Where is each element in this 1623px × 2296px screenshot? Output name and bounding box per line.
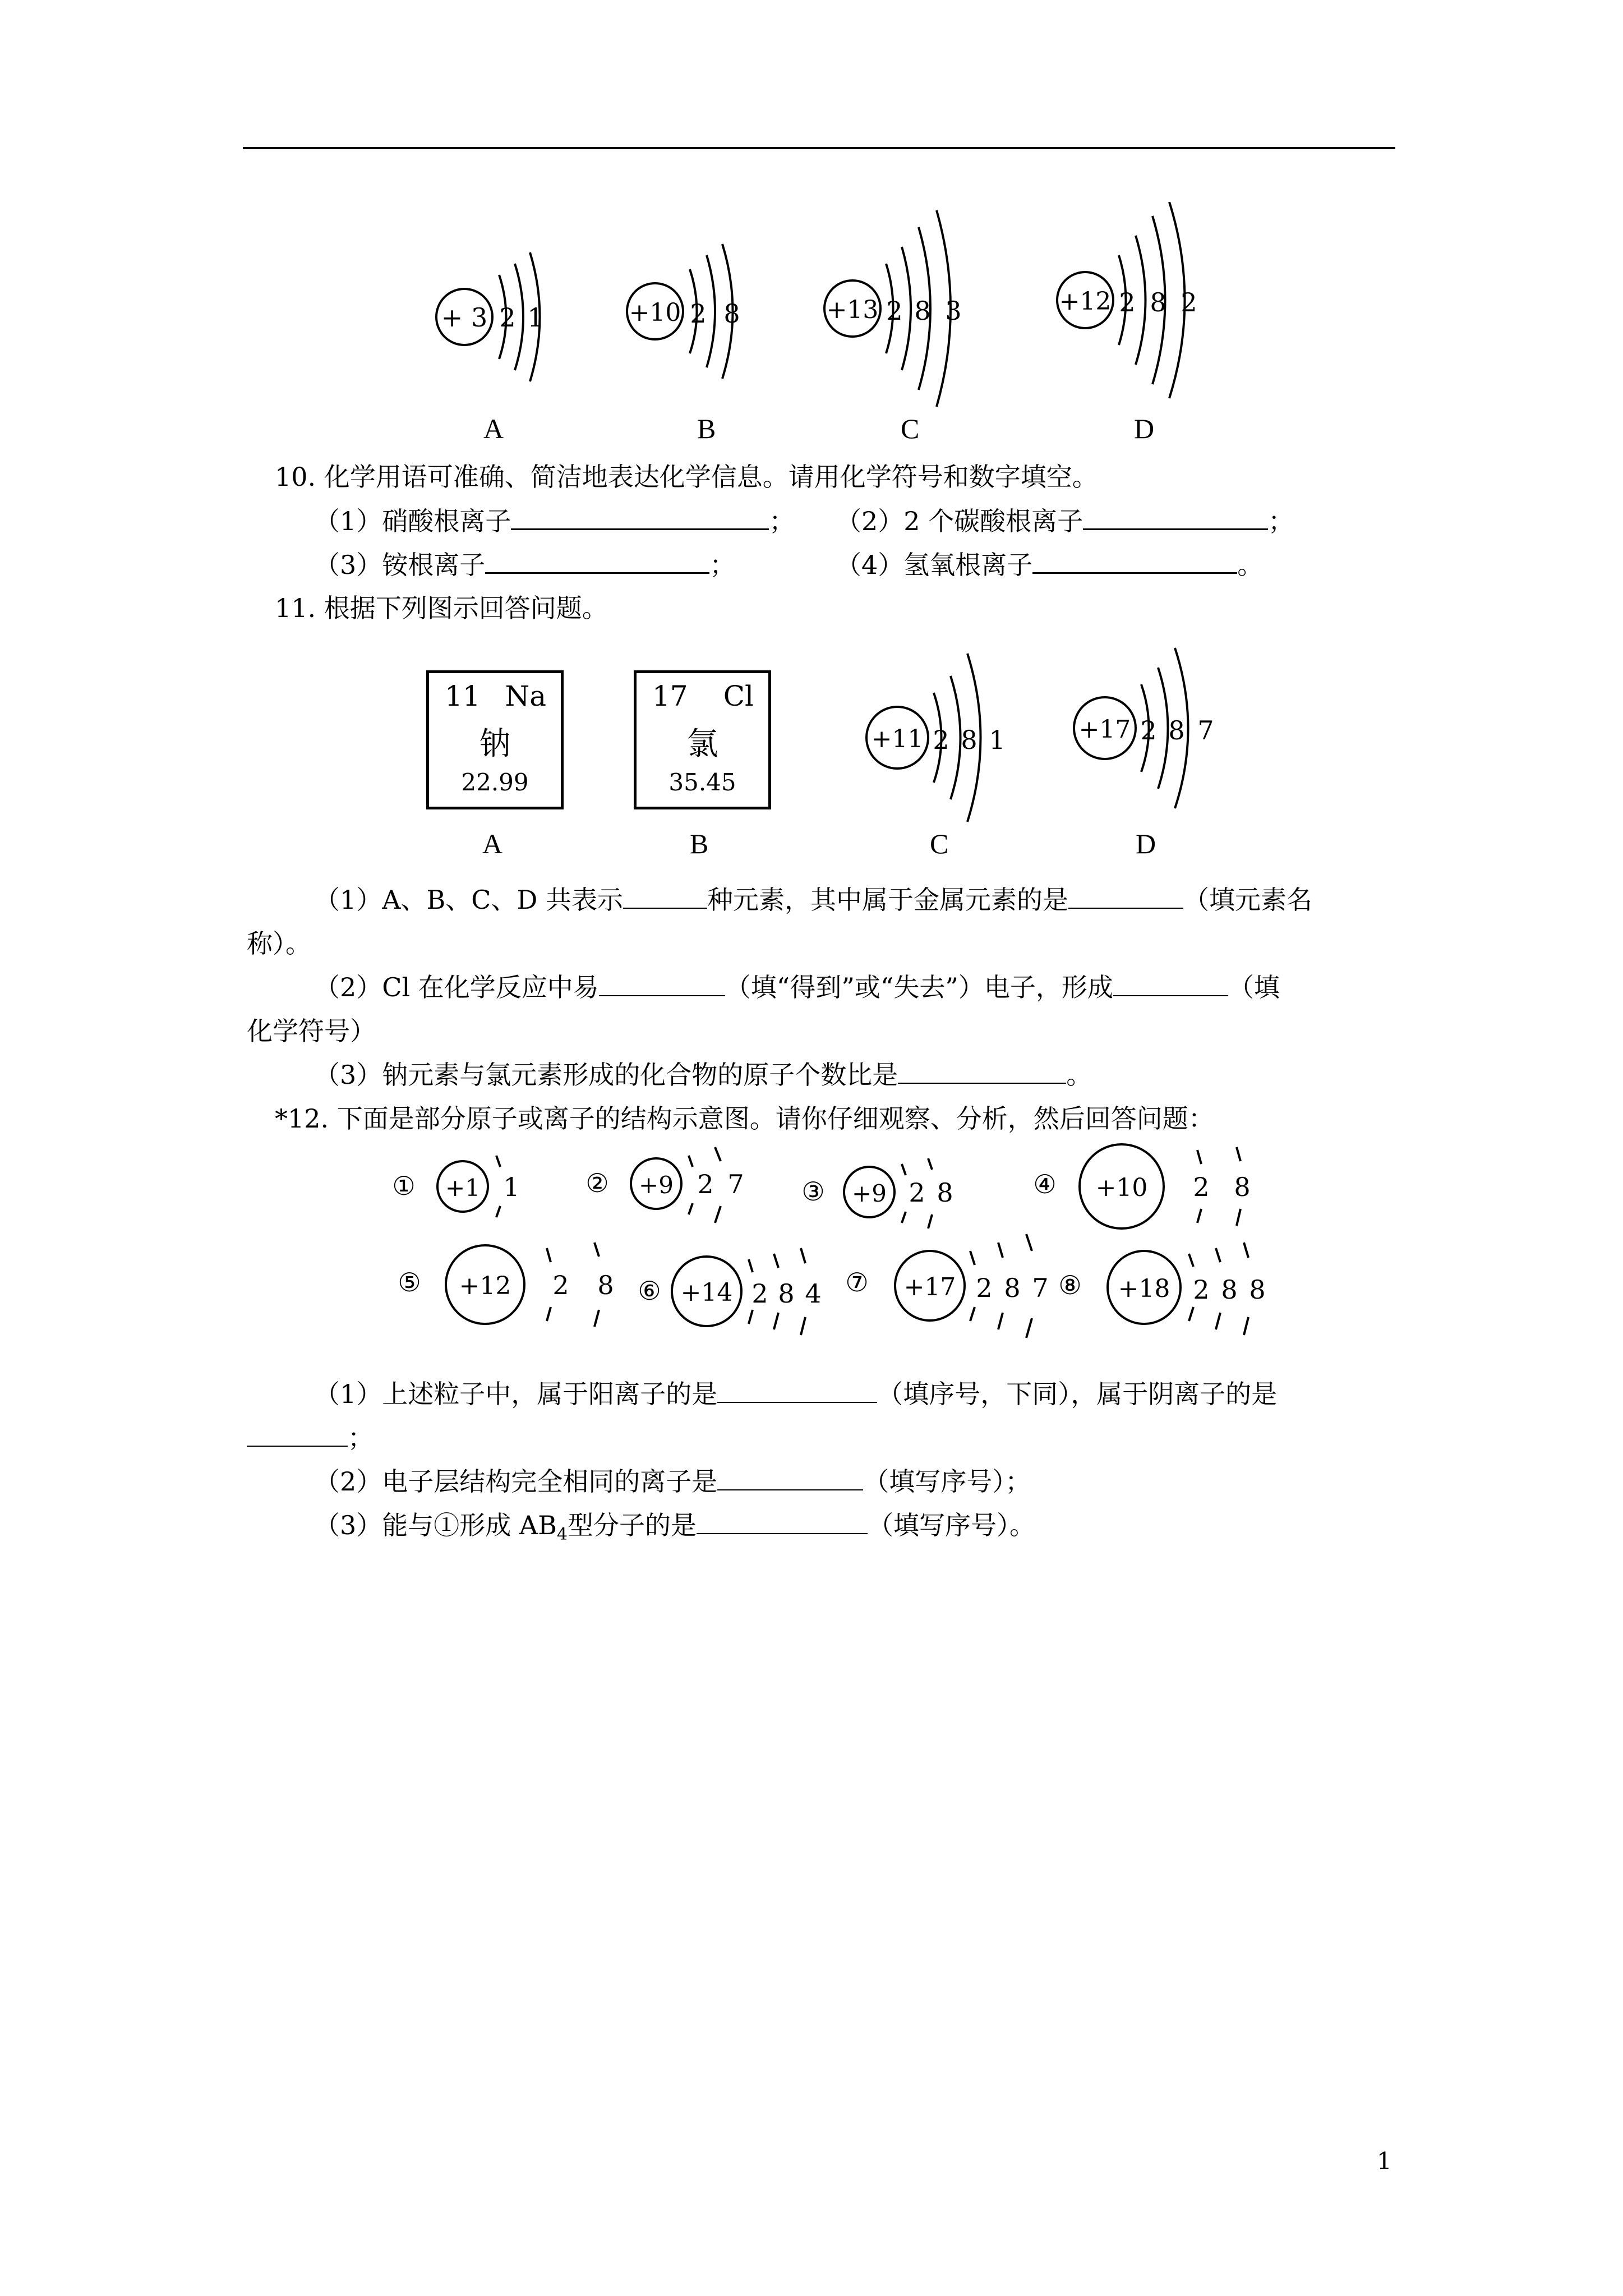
sodium-mass: 22.99 bbox=[461, 769, 529, 796]
q9-atom-b-shell-1: 2 bbox=[690, 298, 707, 329]
q12-p1-cont bbox=[247, 1421, 374, 1455]
q10-row-1 bbox=[314, 504, 795, 538]
q9-atom-d-charge: +12 bbox=[1059, 287, 1112, 316]
q12-p2-charge: +9 bbox=[639, 1171, 674, 1199]
q12-p5-charge: +12 bbox=[459, 1272, 511, 1300]
q12-p5-shell-2: 8 bbox=[597, 1270, 614, 1300]
q11-p1-cont: 称）。 bbox=[247, 928, 311, 959]
q12-p3-b: 型分子的是 bbox=[568, 1510, 697, 1540]
q12-p5-shell-1: 2 bbox=[552, 1270, 569, 1300]
q11-label-d: D bbox=[1136, 828, 1156, 859]
q11-atom-d-shell-1: 2 bbox=[1140, 715, 1157, 746]
q12-p1-b: （填序号，下同），属于阴离子的是 bbox=[877, 1379, 1278, 1409]
q12-p7-charge: +17 bbox=[903, 1273, 956, 1301]
q12-p1-c: ； bbox=[348, 1423, 374, 1453]
q12-p8-shell-1: 2 bbox=[1193, 1274, 1210, 1305]
q11-atom-diagram bbox=[841, 645, 1234, 825]
q9-atom-d-shell-1: 2 bbox=[1119, 287, 1136, 318]
q10-blank-1[interactable] bbox=[511, 504, 769, 530]
q12-p3-charge: +9 bbox=[852, 1180, 887, 1207]
q11-label-b: B bbox=[690, 828, 709, 859]
q9-label-b: B bbox=[697, 413, 716, 444]
q12-p3 bbox=[314, 1508, 1035, 1552]
q11-label-c: C bbox=[930, 828, 949, 859]
q10-blank-4[interactable] bbox=[1032, 547, 1237, 574]
q12-p7-shell-2: 8 bbox=[1004, 1273, 1021, 1303]
q11-p2-cont: 化学符号） bbox=[247, 1016, 376, 1046]
q10-item-1-end: ； bbox=[769, 506, 795, 536]
q12-mark-3: ③ bbox=[801, 1176, 825, 1207]
q12-p2-shell-1: 2 bbox=[697, 1169, 714, 1199]
q11-atom-c bbox=[866, 654, 1006, 822]
chlorine-name: 氯 bbox=[686, 726, 718, 762]
q9-atom-a bbox=[436, 252, 544, 381]
q9-atom-diagram bbox=[415, 202, 1256, 449]
q12-p7-shell-1: 2 bbox=[976, 1273, 993, 1303]
q12-p2-b: （填写序号）； bbox=[863, 1466, 1031, 1497]
q9-atom-d-shell-3: 2 bbox=[1181, 287, 1197, 318]
q9-atom-d bbox=[1057, 202, 1197, 398]
q12-p8-shell-3: 8 bbox=[1249, 1274, 1266, 1305]
chlorine-mass: 35.45 bbox=[668, 769, 736, 796]
q12-p4-charge: +10 bbox=[1095, 1174, 1148, 1202]
q11-p2-b: （填“得到”或“失去”）电子，形成 bbox=[725, 972, 1113, 1002]
q12-p1-a: （1）上述粒子中，属于阳离子的是 bbox=[314, 1379, 718, 1409]
q11-p3-b: 。 bbox=[1066, 1060, 1092, 1090]
q12-p3-shell-2: 8 bbox=[937, 1177, 953, 1208]
q11-label-a: A bbox=[482, 828, 503, 859]
q9-atom-a-shell-1: 2 bbox=[499, 302, 516, 333]
q11-atom-c-shell-3: 1 bbox=[989, 725, 1006, 755]
q12-blank-same-structure[interactable] bbox=[717, 1465, 863, 1490]
q12-blank-cations[interactable] bbox=[717, 1377, 877, 1403]
q12-p1 bbox=[314, 1377, 1277, 1411]
sodium-name: 钠 bbox=[479, 726, 511, 762]
q12-mark-2: ② bbox=[585, 1168, 609, 1198]
sodium-symbol: Na bbox=[505, 680, 546, 712]
q12-p1-charge: +1 bbox=[445, 1174, 480, 1202]
q11-blank-ratio[interactable] bbox=[898, 1058, 1066, 1084]
q12-mark-4: ④ bbox=[1033, 1169, 1057, 1199]
q9-atom-b bbox=[627, 244, 740, 379]
q11-blank-metal-name[interactable] bbox=[1068, 883, 1183, 909]
q12-mark-1: ① bbox=[392, 1171, 416, 1201]
q10-item-4-end: 。 bbox=[1237, 550, 1264, 580]
q12-p4-shell-1: 2 bbox=[1193, 1172, 1210, 1202]
q11-atom-c-shell-1: 2 bbox=[933, 725, 949, 755]
q10-row-3 bbox=[314, 547, 735, 582]
q11-p1-b: 种元素，其中属于金属元素的是 bbox=[707, 885, 1068, 915]
q12-mark-8: ⑧ bbox=[1058, 1270, 1082, 1300]
sodium-atomic-number: 11 bbox=[445, 680, 481, 712]
q9-atom-d-shell-2: 8 bbox=[1150, 287, 1166, 318]
q9-atom-b-charge: +10 bbox=[629, 298, 681, 327]
q12-mark-5: ⑤ bbox=[398, 1267, 421, 1297]
q9-label-a: A bbox=[483, 413, 504, 444]
q10-blank-3[interactable] bbox=[485, 547, 709, 574]
chlorine-symbol: Cl bbox=[723, 680, 754, 712]
q11-atom-d-shell-3: 7 bbox=[1197, 715, 1214, 746]
q12-row-2 bbox=[398, 1234, 1265, 1338]
q10-row-2 bbox=[836, 504, 1294, 538]
q12-p8-shell-2: 8 bbox=[1221, 1274, 1238, 1305]
q11-p3-a: （3）钠元素与氯元素形成的化合物的原子个数比是 bbox=[314, 1060, 898, 1090]
q12-p8-charge: +18 bbox=[1118, 1274, 1170, 1303]
q11-atom-c-charge: +11 bbox=[871, 725, 924, 753]
q12-p6-shell-2: 8 bbox=[778, 1278, 795, 1309]
q9-atom-a-shell-2: 1 bbox=[527, 302, 544, 333]
q12-p2-shell-2: 7 bbox=[727, 1169, 744, 1199]
q9-atom-c-charge: +13 bbox=[826, 296, 879, 324]
q11-p1 bbox=[314, 883, 1312, 917]
q9-atom-c-shell-2: 8 bbox=[914, 296, 931, 326]
q10-stem: 10. 化学用语可准确、简洁地表达化学信息。请用化学符号和数字填空。 bbox=[275, 462, 1098, 492]
q9-atom-b-shell-2: 8 bbox=[723, 298, 740, 329]
q12-p3-subscript: 4 bbox=[556, 1525, 568, 1545]
q9-atom-c-shell-1: 2 bbox=[886, 296, 903, 326]
q10-item-3: （3）铵根离子 bbox=[314, 550, 486, 580]
chlorine-atomic-number: 17 bbox=[652, 680, 688, 712]
q12-p2-a: （2）电子层结构完全相同的离子是 bbox=[314, 1466, 718, 1497]
q12-blank-anions[interactable] bbox=[247, 1421, 348, 1447]
q12-p6-shell-1: 2 bbox=[751, 1278, 768, 1309]
q11-blank-element-count[interactable] bbox=[623, 883, 707, 909]
q10-item-1: （1）硝酸根离子 bbox=[314, 506, 511, 536]
q10-item-2-end: ； bbox=[1268, 506, 1294, 536]
q10-item-4: （4）氢氧根离子 bbox=[836, 550, 1033, 580]
q11-atom-d bbox=[1074, 648, 1214, 808]
element-card-chlorine bbox=[634, 670, 771, 809]
q11-blank-ion-symbol[interactable] bbox=[1113, 970, 1228, 996]
q12-p3-c: （填写序号）。 bbox=[868, 1510, 1036, 1540]
element-card-sodium bbox=[426, 670, 564, 809]
q12-blank-ab4[interactable] bbox=[697, 1508, 868, 1534]
q12-row-1 bbox=[392, 1144, 1250, 1228]
q11-p3 bbox=[314, 1058, 1092, 1092]
q12-mark-7: ⑦ bbox=[845, 1267, 869, 1297]
q11-atom-c-shell-2: 8 bbox=[961, 725, 978, 755]
q12-particle-diagram bbox=[381, 1139, 1290, 1352]
q12-p2 bbox=[314, 1465, 1031, 1498]
q12-p1-shell-1: 1 bbox=[503, 1172, 520, 1202]
q11-stem: 11. 根据下列图示回答问题。 bbox=[275, 593, 608, 623]
q11-p1-c: （填元素名 bbox=[1183, 885, 1312, 915]
q11-atom-d-charge: +17 bbox=[1078, 715, 1131, 744]
q12-stem: *12. 下面是部分原子或离子的结构示意图。请你仔细观察、分析，然后回答问题： bbox=[275, 1103, 1214, 1134]
q12-p4-shell-2: 8 bbox=[1234, 1172, 1251, 1202]
q11-p2 bbox=[314, 970, 1280, 1004]
q10-item-2: （2）2 个碳酸根离子 bbox=[836, 506, 1083, 536]
q12-p7-shell-3: 7 bbox=[1032, 1273, 1049, 1303]
q11-p2-a: （2）Cl 在化学反应中易 bbox=[314, 972, 599, 1002]
q11-blank-gain-lose[interactable] bbox=[599, 970, 725, 996]
q12-mark-6: ⑥ bbox=[638, 1276, 661, 1306]
q10-item-3-end: ； bbox=[709, 550, 736, 580]
q11-atom-d-shell-2: 8 bbox=[1168, 715, 1185, 746]
page-number: 1 bbox=[1377, 2147, 1392, 2175]
q12-p3-a: （3）能与①形成 AB bbox=[314, 1510, 557, 1540]
header-rule bbox=[243, 147, 1395, 149]
q9-label-c: C bbox=[901, 413, 920, 444]
q12-p6-charge: +14 bbox=[680, 1278, 733, 1307]
q9-label-d: D bbox=[1134, 413, 1155, 444]
q10-row-4 bbox=[836, 547, 1263, 582]
q12-p6-shell-3: 4 bbox=[805, 1278, 822, 1309]
q11-p1-a: （1）A、B、C、D 共表示 bbox=[314, 885, 623, 915]
q10-blank-2[interactable] bbox=[1083, 504, 1268, 530]
q9-atom-a-charge: + 3 bbox=[441, 302, 488, 333]
q11-p2-c: （填 bbox=[1228, 972, 1280, 1002]
q9-atom-c bbox=[824, 210, 962, 407]
q9-atom-c-shell-3: 3 bbox=[945, 296, 962, 326]
q12-p3-shell-1: 2 bbox=[909, 1177, 925, 1208]
